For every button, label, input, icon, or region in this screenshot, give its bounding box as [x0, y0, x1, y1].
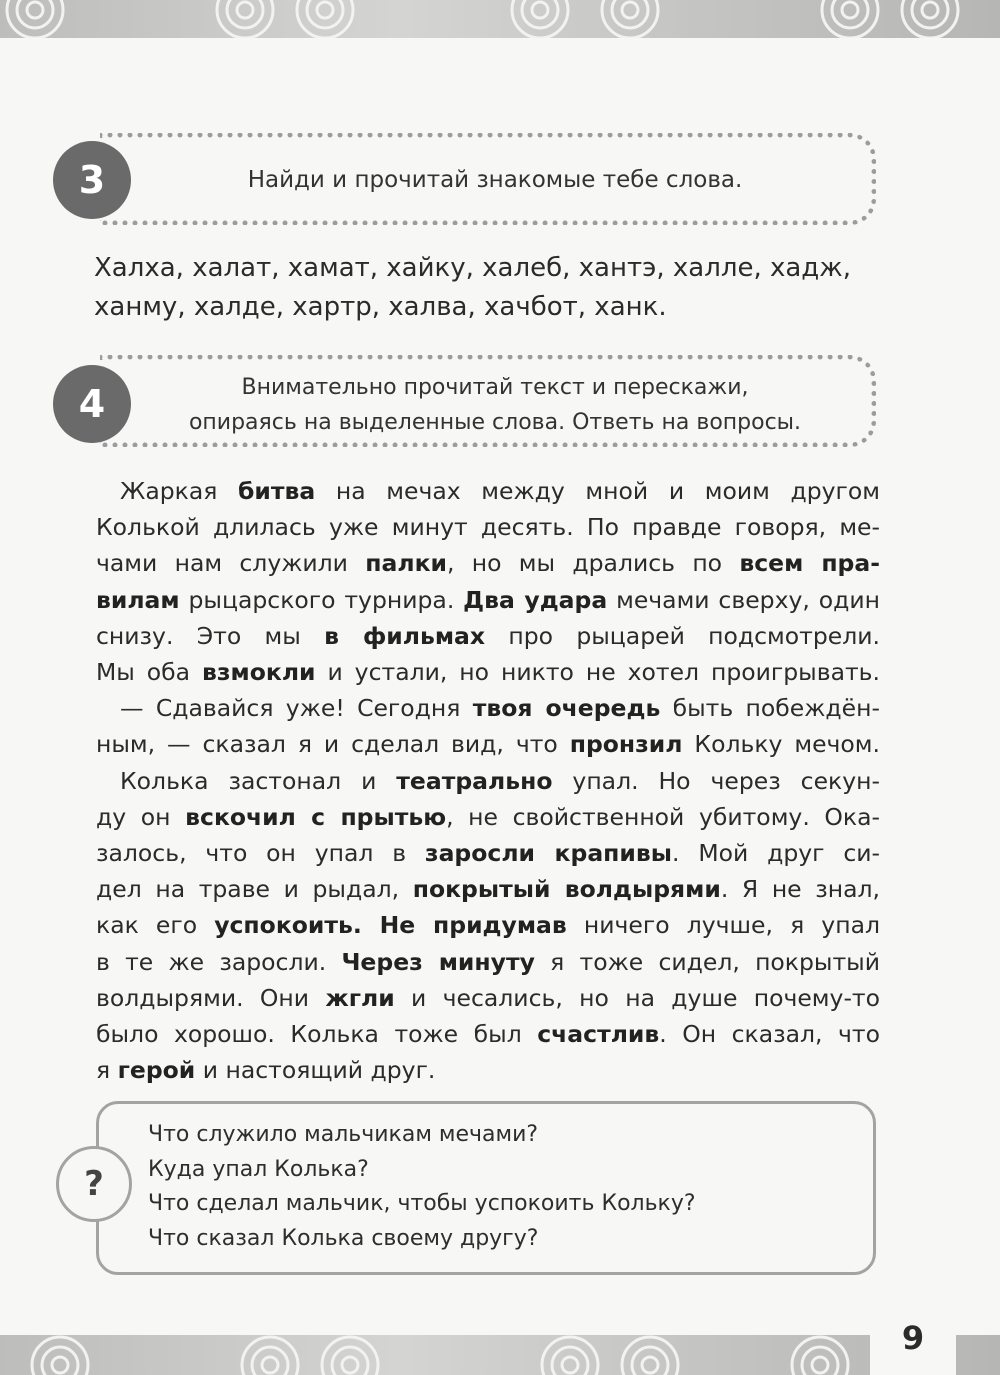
task3-instruction: Найди и прочитай знакомые тебе слова.	[247, 167, 743, 193]
spiral-pattern-icon	[0, 0, 1000, 38]
word-list-line: Халха, халат, хамат, хайку, халеб, хантэ, халле, хадж,	[94, 253, 851, 283]
story-line: дел на траве и рыдал, покрытый волдырями. Я не знал,	[96, 875, 880, 904]
task3-word-list	[94, 249, 894, 327]
word-list-line: ханму, халде, хартр, халва, хачбот, ханк.	[94, 292, 667, 322]
story-line: Жаркая битва на мечах между мной и моим другом	[120, 477, 880, 505]
bottom-decorative-band	[0, 1335, 1000, 1375]
task4-instruction	[130, 370, 860, 440]
questions-list	[148, 1118, 848, 1256]
story-line: ду он вскочил с прытью, не свойственной убитому. Ока-	[96, 802, 880, 831]
story-line: Колькой длилась уже минут десять. По правде говоря, ме-	[96, 513, 880, 542]
story-line: чами нам служили палки, но мы дрались по всем пра-	[96, 549, 880, 578]
story-line: — Сдавайся уже! Сегодня твоя очередь быть побеждён-	[120, 694, 880, 723]
story-line: ным, — сказал я и сделал вид, что пронзил Кольку мечом.	[96, 730, 881, 759]
story-line: я герой и настоящий друг.	[96, 1056, 436, 1085]
instruction-line: опираясь на выделенные слова. Ответь на вопросы.	[188, 410, 802, 435]
story-line: Мы оба взмокли и устали, но никто не хотел проигрывать.	[96, 658, 881, 687]
story-text	[96, 473, 880, 1088]
spiral-pattern-icon	[0, 1335, 1000, 1375]
question-item: Куда упал Колька?	[148, 1156, 369, 1182]
question-mark-icon: ?	[56, 1146, 132, 1222]
story-line: было хорошо. Колька тоже был счастлив. Он сказал, что	[96, 1020, 880, 1049]
story-line: Колька застонал и театрально упал. Но через секун-	[120, 766, 880, 795]
top-decorative-band	[0, 0, 1000, 38]
story-line: волдырями. Они жгли и чесались, но на душе почему-то	[96, 983, 880, 1012]
story-line: в те же заросли. Через минуту я тоже сидел, покрытый	[96, 947, 880, 976]
question-item: Что служило мальчикам мечами?	[148, 1122, 539, 1147]
question-item: Что сказал Колька своему другу?	[148, 1225, 539, 1251]
story-line: как его успокоить. Не придумав ничего лучше, я упал	[96, 911, 880, 940]
instruction-line: Внимательно прочитай текст и перескажи,	[241, 375, 749, 400]
story-line: залось, что он упал в заросли крапивы. Мой друг си-	[96, 839, 880, 868]
page-number: 9	[870, 1300, 956, 1375]
story-line: снизу. Это мы в фильмах про рыцарей подсмотрели.	[96, 621, 880, 650]
task4-number-badge: 4	[53, 365, 131, 443]
story-line: вилам рыцарского турнира. Два удара мечами сверху, один	[96, 585, 880, 614]
question-item: Что сделал мальчик, чтобы успокоить Кольку?	[148, 1191, 696, 1216]
task3-number-badge: 3	[53, 141, 131, 219]
